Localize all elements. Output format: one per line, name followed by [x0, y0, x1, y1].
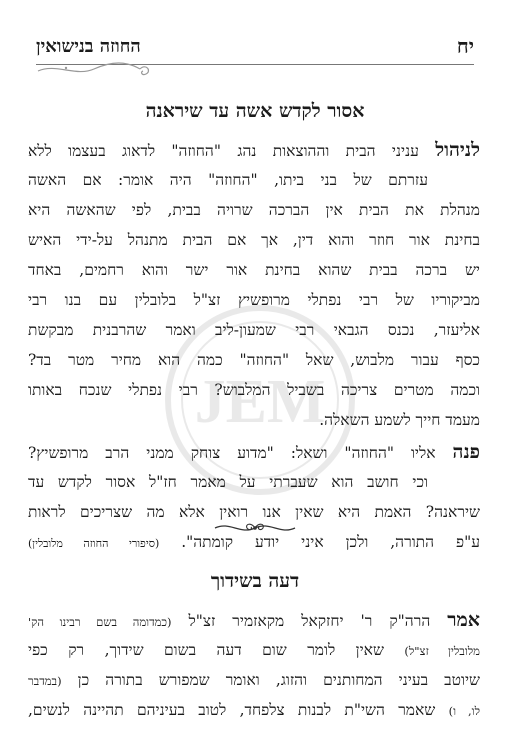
- text-line: עזרתם של בני ביתו, "החוזה" היה אומר: אם האשה: [28, 171, 428, 189]
- text-line: אליעזר, נכנס הגבאי רבי שמעון-ליב ואמר שהרבנית מבקשת: [28, 321, 480, 339]
- paragraph: [28, 437, 480, 557]
- text-line: אליו "החוזה" ושאל: "מדוע צוחק ממני הרב מרופשיץ?: [28, 444, 436, 462]
- text-line: עניני הבית וההוצאות נהג "החוזה" לדאוג בעצמו ללא: [28, 142, 419, 160]
- section-title: דעה בשידוך: [210, 570, 300, 592]
- section-title: אסור לקדש אשה עד שיראנה: [145, 100, 365, 122]
- paragraph: [28, 135, 480, 435]
- source-citation: (סיפורי החוזה מלובלין): [28, 537, 160, 550]
- paragraph-lead-word: פנה: [452, 441, 480, 463]
- text-line: יש ברכה בבית שהוא בחינת אור ישר והוא רחמים, באחד: [28, 261, 480, 279]
- swirl-ornament-icon: [36, 59, 156, 79]
- text-line: וכמה מטרים צריכה בשביל המלבוש? רבי נפתלי שנכח באותו: [28, 381, 480, 399]
- text-line: הרה"ק ר' יחזקאל מקאזמיר זצ"ל: [188, 612, 431, 630]
- paragraph: [28, 605, 480, 725]
- running-title: החוזה בנישואין: [36, 36, 141, 57]
- text-line: בחינת אור חוזר והוא דין, אך אם הבית מתנהל על-ידי האיש: [28, 231, 480, 249]
- parenthetical-note: (במדבר: [28, 674, 62, 688]
- watermark-text: JEM: [194, 368, 326, 436]
- text-line: שיוטב בעיני המחותנים והזוג, ואומר שמפורש בתורה כן: [77, 671, 480, 689]
- page-header: [36, 34, 474, 62]
- text-line: מנהלת את הבית אין הברכה שרויה בבית, לפי שהאשה היא: [28, 201, 480, 219]
- parenthetical-note: לו, ו): [448, 704, 480, 718]
- text-line: וכי חושב הוא שעברתי על מאמר חז"ל אסור לקדש עד: [28, 473, 428, 491]
- ornament-divider-icon: [205, 517, 305, 539]
- text-line: מביקוריו של רבי נפתלי מרופשיץ זצ"ל בלובלין עם בנו רבי: [28, 291, 480, 309]
- text-line: כסף עבור מלבוש, שאל "החוזה" כמה הוא מחיר מטר בד?: [28, 351, 480, 369]
- paragraph-lead-word: אמר: [447, 609, 480, 631]
- text-line: שאין לומר שום דעה בשום שידוך, רק כפי: [28, 641, 384, 659]
- text-line: מעמד חייך לשמע השאלה.: [319, 411, 480, 429]
- parenthetical-note: מלובלין זצ"ל): [404, 644, 480, 658]
- text-line: ע"פ התורה, ולכן איני יודע קומתה".: [181, 533, 480, 551]
- text-line: שאמר השי"ת לבנות צלפחד, לטוב בעיניהם תהיינה לנשים,: [28, 701, 436, 719]
- text-line: שיראנה? האמת היא שאין אנו רואין אלא מה שצריכים לראות: [28, 503, 480, 521]
- paragraph-lead-word: לניהול: [435, 139, 480, 161]
- parenthetical-note: (כמדומה בשם רבינו הק': [28, 615, 172, 629]
- page-number: יח: [456, 34, 474, 58]
